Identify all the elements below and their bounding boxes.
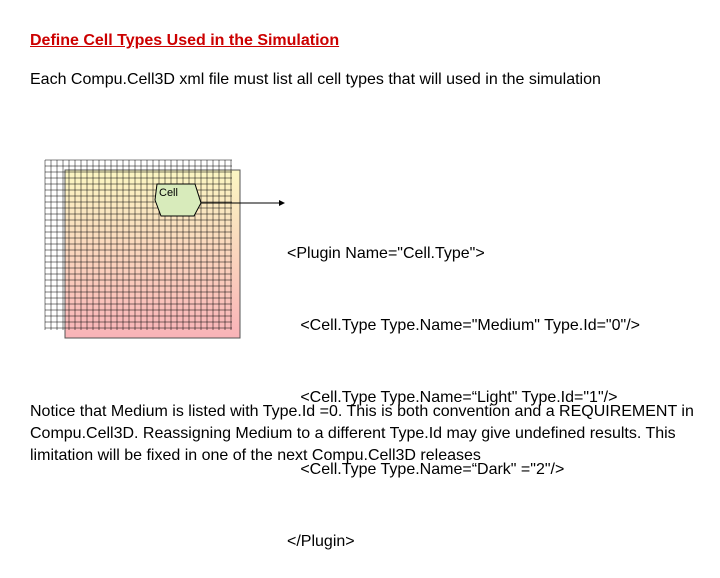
intro-text: Each Compu.Cell3D xml file must list all cell types that will used in the simulation [30, 71, 601, 88]
code-line-medium: <Cell.Type Type.Name="Medium" Type.Id="0"/> [287, 317, 640, 334]
slide-title: Define Cell Types Used in the Simulation [30, 32, 340, 49]
code-line-plugin-close: </Plugin> [287, 533, 355, 550]
notice-paragraph: Notice that Medium is listed with Type.Id =0. This is both convention and a REQUIREMENT in Compu.Cell3D. Reassigning Medium to a different Type.Id may give undefined results. This limitation will be fixed in one of the next Compu.Cell3D releases [30, 403, 694, 464]
lattice-shadow [65, 170, 240, 338]
cell-label: Cell [159, 187, 178, 199]
code-line-plugin-open: <Plugin Name="Cell.Type"> [287, 245, 485, 262]
xml-code-block [287, 194, 640, 578]
code-line-light: <Cell.Type Type.Name=“Light" Type.Id="1"/> [287, 389, 618, 406]
code-line-dark: <Cell.Type Type.Name=“Dark" ="2"/> [287, 461, 565, 478]
pointer-arrow-head [279, 200, 285, 206]
